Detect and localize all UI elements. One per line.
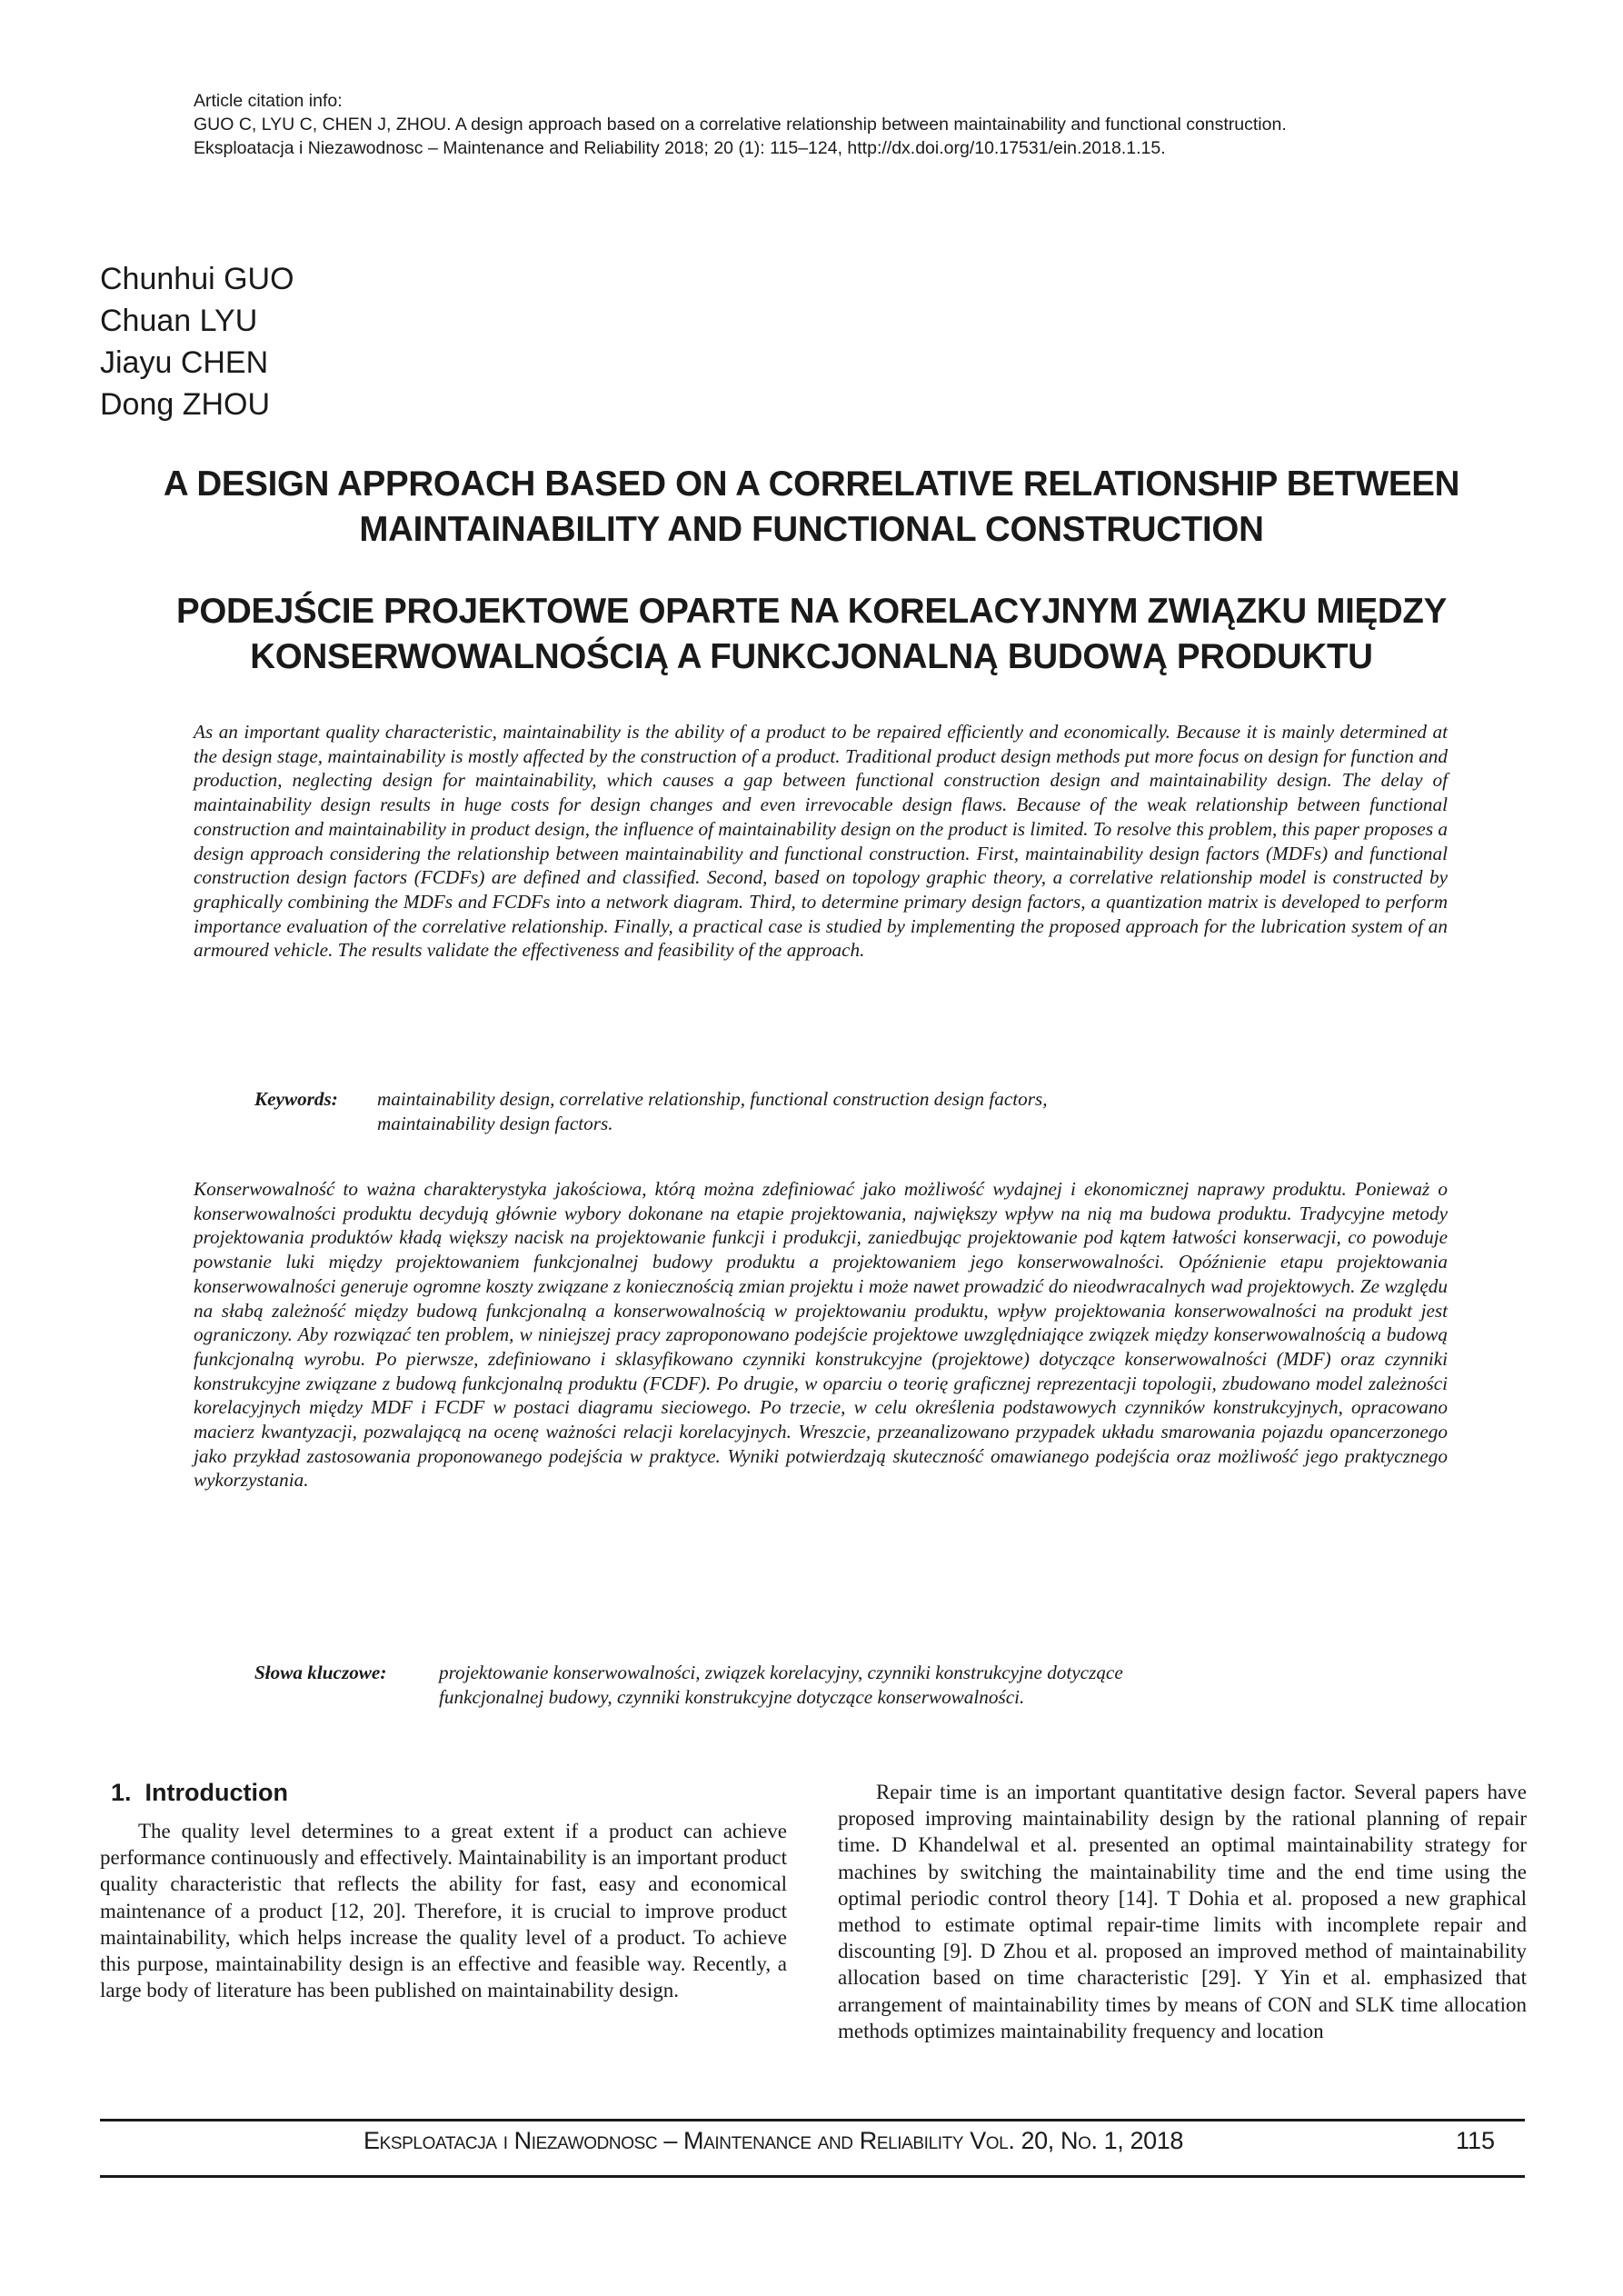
title-polish-line-2: KONSERWOWALNOŚCIĄ A FUNKCJONALNĄ BUDOWĄ PRODUKTU xyxy=(250,637,1373,676)
title-english-line-2: MAINTAINABILITY AND FUNCTIONAL CONSTRUCTION xyxy=(359,510,1264,549)
abstract-english: As an important quality characteristic, maintainability is the ability of a product to be repaired efficiently and economically. Because it is mainly determined at the design stage, maintainability is mostly affected by the construction of a product. Traditional product design methods put more focus on design for function and production, neglecting design for maintainability, which causes a gap between functional construction design and maintainability design. The delay of maintainability design results in huge costs for design changes and even irrevocable design flaws. Because of the weak relationship between functional construction and maintainability in product design, the influence of maintainability design on the product is limited. To resolve this problem, this paper proposes a design approach considering the relationship between maintainability and functional construction. First, maintainability design factors (MDFs) and functional construction design factors (FCDFs) are defined and classified. Second, based on topology graphic theory, a correlative relationship model is constructed by graphically combining the MDFs and FCDFs into a network diagram. Third, to determine primary design factors, a quantization matrix is developed to perform importance evaluation of the correlative relationship. Finally, a practical case is studied by implementing the proposed approach for the lubrication system of an armoured vehicle. The results validate the effectiveness and feasibility of the approach. xyxy=(194,721,1448,962)
author-name: Dong ZHOU xyxy=(100,387,271,422)
keywords-line-1: maintainability design, correlative relationship, functional construction design factors, xyxy=(377,1088,1048,1110)
footer-journal-text: Eksploatacja i Niezawodnosc – Maintenance and Reliability Vol. 20, No. 1, 2018 xyxy=(363,2127,1183,2154)
keywords-english: Keywords: maintainability design, correlative relationship, functional construction design factors, maintainability design factors. xyxy=(254,1088,1048,1134)
body-column-right xyxy=(838,1779,1527,2044)
citation-line-1: GUO C, LYU C, CHEN J, ZHOU. A design approach based on a correlative relationship between maintainability and functional construction. xyxy=(194,115,1287,135)
citation-info xyxy=(194,89,1484,160)
abstract-polish: Konserwowalność to ważna charakterystyka jakościowa, którą można zdefiniować jako możliwość wydajnej i ekonomicznej naprawy produktu. Ponieważ o konserwowalności produktu decydują głównie wybory dokonane na etapie projektowania, największy wpływ na nią ma budowa produktu. Tradycyjne metody projektowania produktów kładą większy nacisk na projektowanie funkcji i produkcji, zaniedbując projektowanie pod kątem łatwości konserwacji, co powoduje powstanie luki między projektowaniem funkcjonalnej budowy produktu a projektowaniem jego konserwowalności. Opóźnienie etapu projektowania konserwowalności generuje ogromne koszty związane z koniecznością zmian projektu i może nawet prowadzić do nieodwracalnych wad projektowych. Ze względu na słabą zależność między budową funkcjonalną a konserwowalnością w projektowaniu produktu, wpływ projektowania konserwowalności na produkt jest ograniczony. Aby rozwiązać ten problem, w niniejszej pracy zaproponowano podejście projektowe uwzględniające związek między konserwowalnością a budową funkcjonalną wyrobu. Po pierwsze, zdefiniowano i sklasyfikowano czynniki konstrukcyjne (projektowe) dotyczące konserwowalności (MDF) oraz czynniki konstrukcyjne związane z budową funkcjonalną produktu (FCDF). Po drugie, w oparciu o teorię graficznej reprezentacji topologii, zbudowano model zależności korelacyjnych między MDF i FCDF w postaci diagramu sieciowego. Po trzecie, w celu określenia podstawowych czynników konstrukcyjnych, opracowano macierz kwantyzacji, pozwalającą na ocenę ważności relacji korelacyjnych. Wreszcie, przeanalizowano przypadek układu smarowania pojazdu opancerzonego jako przykład zastosowania proponowanego podejścia w praktyce. Wyniki potwierdzają skuteczność omawianego podejścia oraz możliwość jego praktycznego wykorzystania. xyxy=(194,1178,1448,1492)
title-english xyxy=(100,462,1523,553)
title-polish-line-1: PODEJŚCIE PROJEKTOWE OPARTE NA KORELACYJNYM ZWIĄZKU MIĘDZY xyxy=(176,592,1447,631)
body-paragraph: The quality level determines to a great extent if a product can achieve performance continuously and effectively. Maintainability is an important product quality characteristic that reflects the ability for fast, easy and economical maintenance of a product [12, 20]. Therefore, it is crucial to improve product maintainability, which helps increase the quality level of a product. To achieve this purpose, maintainability design is an effective and feasible way. Recently, a large body of literature has been published on maintainability design. xyxy=(100,1820,787,2002)
page-number: 115 xyxy=(1456,2127,1496,2154)
author-name: Jiayu CHEN xyxy=(100,345,269,380)
body-paragraph: Repair time is an important quantitative design factor. Several papers have proposed improving maintainability design by the rational planning of repair time. D Khandelwal et al. presented an optimal maintainability strategy for machines by switching the maintainability time and the end time using the optimal periodic control theory [14]. T Dohia et al. proposed a new graphical method to estimate optimal repair-time limits with incomplete repair and discounting [9]. D Zhou et al. proposed an improved method of maintainability allocation based on time characteristic [29]. Y Yin et al. emphasized that arrangement of maintainability times by means of CON and SLK time allocation methods optimizes maintainability frequency and location xyxy=(838,1781,1527,2042)
keywords-polish-line-1: projektowanie konserwowalności, związek korelacyjny, czynniki konstrukcyjne dotyczące xyxy=(439,1662,1123,1683)
citation-label: Article citation info: xyxy=(194,91,343,111)
citation-line-2: Eksploatacja i Niezawodnosc – Maintenance and Reliability 2018; 20 (1): 115–124, http://dx.doi.org/10.17531/ein.2018.1.15. xyxy=(194,138,1166,158)
title-polish xyxy=(100,589,1523,680)
footer-rule-bottom xyxy=(100,2175,1525,2178)
keywords-line-2: maintainability design factors. xyxy=(377,1112,613,1134)
keywords-polish: Słowa kluczowe: projektowanie konserwowalności, związek korelacyjny, czynniki konstrukcyjne dotyczące funkcjonalnej budowy, czynniki konstrukcyjne dotyczące konserwowalności. xyxy=(254,1662,1123,1708)
footer-rule-top xyxy=(100,2119,1525,2121)
keywords-label: Keywords xyxy=(254,1088,332,1110)
keywords-polish-line-2: funkcjonalnej budowy, czynniki konstrukcyjne dotyczące konserwowalności. xyxy=(439,1685,1025,1708)
footer-journal-title xyxy=(363,2127,1183,2155)
body-column-left xyxy=(100,1818,787,2003)
keywords-polish-label: Słowa kluczowe xyxy=(254,1662,381,1683)
author-name: Chunhui GUO xyxy=(100,262,294,296)
section-heading-introduction: 1. Introduction xyxy=(111,1779,288,1806)
author-name: Chuan LYU xyxy=(100,304,258,338)
author-list xyxy=(100,258,294,425)
title-english-line-1: A DESIGN APPROACH BASED ON A CORRELATIVE RELATIONSHIP BETWEEN xyxy=(163,464,1460,504)
